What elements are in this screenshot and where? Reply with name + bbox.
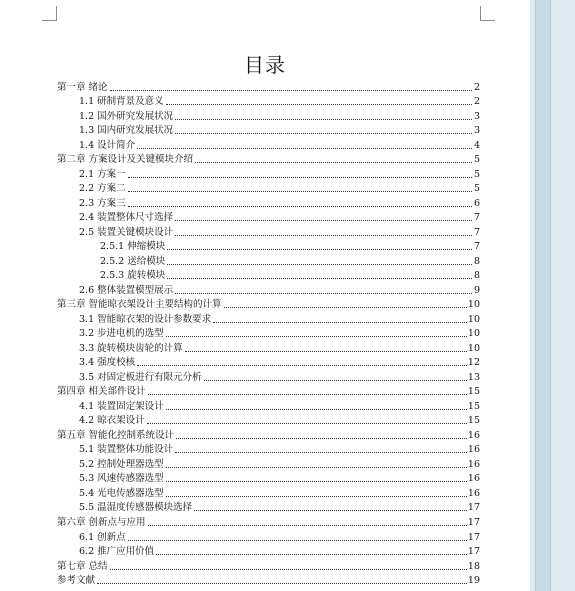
toc-entry-page-number: 16 — [467, 444, 480, 456]
toc-leader-dots — [147, 422, 467, 424]
toc-leader-dots — [167, 248, 472, 250]
toc-entry[interactable] — [57, 108, 480, 123]
toc-entry-page-number: 18 — [467, 560, 480, 572]
toc-entry[interactable] — [57, 152, 480, 167]
toc-entry-label: 第五章 智能化控制系统设计 — [57, 429, 175, 441]
toc-entry-label: 2.5.1 伸缩模块 — [100, 241, 166, 253]
toc-entry-label: 5.1 装置整体功能设计 — [79, 444, 174, 456]
toc-entry-page-number: 5 — [473, 154, 480, 166]
toc-entry-page-number: 3 — [473, 110, 480, 122]
toc-entry-label: 1.2 国外研究发展状况 — [79, 110, 174, 122]
toc-entry-label: 参考文献 — [57, 575, 96, 587]
toc-entry[interactable] — [57, 268, 480, 283]
toc-leader-dots — [167, 263, 472, 265]
crop-mark-top-right — [480, 6, 495, 21]
toc-entry[interactable] — [57, 500, 480, 515]
toc-entry-page-number: 2 — [473, 96, 480, 108]
toc-entry[interactable] — [57, 181, 480, 196]
toc-leader-dots — [128, 190, 472, 192]
toc-leader-dots — [166, 480, 467, 482]
table-of-contents — [57, 79, 480, 587]
toc-leader-dots — [224, 306, 467, 308]
toc-entry-page-number: 7 — [473, 241, 480, 253]
toc-entry[interactable] — [57, 442, 480, 457]
toc-leader-dots — [110, 568, 467, 570]
toc-entry-label: 2.5.3 旋转模块 — [100, 270, 166, 282]
toc-entry-page-number: 17 — [467, 502, 480, 514]
toc-entry-label: 1.3 国内研究发展状况 — [79, 125, 174, 137]
toc-entry-page-number: 3 — [473, 125, 480, 137]
toc-entry-label: 5.5 温湿度传感器模块选择 — [79, 502, 193, 514]
toc-entry-page-number: 15 — [467, 415, 480, 427]
toc-leader-dots — [148, 393, 467, 395]
toc-leader-dots — [137, 147, 472, 149]
toc-entry-label: 1.4 设计简介 — [79, 139, 136, 151]
toc-leader-dots — [137, 364, 467, 366]
toc-leader-dots — [195, 161, 472, 163]
toc-entry[interactable] — [57, 573, 480, 588]
toc-entry-page-number: 17 — [467, 516, 480, 528]
toc-entry-label: 3.3 旋转模块齿轮的计算 — [79, 342, 183, 354]
crop-mark-top-left — [42, 6, 57, 21]
toc-entry-label: 5.2 控制处理器选型 — [79, 458, 164, 470]
toc-leader-dots — [97, 582, 467, 584]
toc-leader-dots — [156, 553, 467, 555]
toc-entry-label: 第六章 创新点与应用 — [57, 516, 146, 528]
toc-entry[interactable] — [57, 282, 480, 297]
toc-entry-page-number: 17 — [467, 546, 480, 558]
toc-entry-label: 2.2 方案二 — [79, 183, 126, 195]
toc-entry-label: 第七章 总结 — [57, 560, 108, 572]
toc-entry-label: 6.1 创新点 — [79, 531, 126, 543]
toc-entry[interactable] — [57, 326, 480, 341]
toc-entry-page-number: 8 — [473, 255, 480, 267]
toc-leader-dots — [128, 539, 467, 541]
toc-entry[interactable] — [57, 79, 480, 94]
toc-entry-label: 5.3 风速传感器选型 — [79, 473, 164, 485]
vertical-scrollbar-area[interactable] — [530, 0, 575, 591]
toc-entry[interactable] — [57, 311, 480, 326]
toc-entry-page-number: 15 — [467, 386, 480, 398]
toc-entry-label: 4.1 装置固定架设计 — [79, 400, 164, 412]
toc-entry-page-number: 5 — [473, 168, 480, 180]
toc-entry[interactable] — [57, 166, 480, 181]
toc-entry[interactable] — [57, 471, 480, 486]
toc-entry-label: 2.1 方案一 — [79, 168, 126, 180]
toc-entry[interactable] — [57, 456, 480, 471]
toc-entry-page-number: 16 — [467, 429, 480, 441]
toc-entry-label: 第二章 方案设计及关键模块介绍 — [57, 154, 194, 166]
toc-entry[interactable] — [57, 369, 480, 384]
toc-entry[interactable] — [57, 210, 480, 225]
toc-entry-page-number: 16 — [467, 473, 480, 485]
toc-entry[interactable] — [57, 123, 480, 138]
toc-entry[interactable] — [57, 253, 480, 268]
toc-entry[interactable] — [57, 514, 480, 529]
toc-leader-dots — [175, 118, 472, 120]
toc-entry[interactable] — [57, 427, 480, 442]
toc-leader-dots — [175, 219, 472, 221]
toc-leader-dots — [176, 437, 467, 439]
toc-entry[interactable] — [57, 544, 480, 559]
toc-entry[interactable] — [57, 355, 480, 370]
toc-entry-label: 2.5 装置关键模块设计 — [79, 226, 174, 238]
toc-entry-page-number: 10 — [467, 313, 480, 325]
toc-entry-label: 第三章 智能晾衣架设计主要结构的计算 — [57, 299, 222, 311]
toc-leader-dots — [175, 234, 472, 236]
toc-leader-dots — [110, 89, 472, 91]
toc-entry-label: 3.5 对固定板进行有限元分析 — [79, 371, 202, 383]
toc-leader-dots — [175, 292, 472, 294]
toc-entry-label: 3.2 步进电机的选型 — [79, 328, 164, 340]
toc-entry-page-number: 10 — [467, 328, 480, 340]
toc-entry[interactable] — [57, 94, 480, 109]
toc-entry-label: 2.3 方案三 — [79, 197, 126, 209]
toc-entry-page-number: 2 — [473, 81, 480, 93]
toc-entry-label: 2.4 装置整体尺寸选择 — [79, 212, 174, 224]
toc-entry-page-number: 15 — [467, 400, 480, 412]
toc-entry[interactable] — [57, 558, 480, 573]
toc-leader-dots — [185, 350, 467, 352]
toc-leader-dots — [166, 466, 467, 468]
toc-entry-page-number: 7 — [473, 226, 480, 238]
toc-title: 目录 — [244, 53, 286, 77]
toc-entry-page-number: 6 — [473, 197, 480, 209]
toc-leader-dots — [128, 176, 472, 178]
toc-entry[interactable] — [57, 297, 480, 312]
toc-entry-page-number: 9 — [473, 284, 480, 296]
scrollbar-track[interactable] — [535, 0, 551, 591]
toc-entry-page-number: 13 — [467, 371, 480, 383]
toc-entry-label: 3.4 强度校核 — [79, 357, 136, 369]
toc-entry-label: 第一章 绪论 — [57, 81, 108, 93]
toc-entry-label: 3.1 智能晾衣架的设计参数要求 — [79, 313, 212, 325]
toc-entry[interactable] — [57, 195, 480, 210]
toc-leader-dots — [175, 451, 467, 453]
toc-leader-dots — [167, 277, 472, 279]
toc-leader-dots — [148, 524, 467, 526]
toc-leader-dots — [204, 379, 467, 381]
toc-leader-dots — [166, 495, 467, 497]
toc-leader-dots — [128, 205, 472, 207]
toc-entry-page-number: 8 — [473, 270, 480, 282]
toc-leader-dots — [175, 132, 472, 134]
toc-entry[interactable] — [57, 413, 480, 428]
toc-entry-label: 第四章 相关部件设计 — [57, 386, 146, 398]
toc-leader-dots — [213, 321, 467, 323]
toc-entry[interactable] — [57, 485, 480, 500]
toc-leader-dots — [166, 408, 467, 410]
toc-entry-page-number: 7 — [473, 212, 480, 224]
toc-leader-dots — [194, 509, 467, 511]
toc-entry[interactable] — [57, 224, 480, 239]
toc-entry-page-number: 10 — [467, 299, 480, 311]
toc-entry-page-number: 17 — [467, 531, 480, 543]
toc-entry-label: 1.1 研制背景及意义 — [79, 96, 164, 108]
toc-leader-dots — [166, 335, 467, 337]
toc-entry-page-number: 16 — [467, 487, 480, 499]
toc-entry-page-number: 4 — [473, 139, 480, 151]
toc-entry[interactable] — [57, 340, 480, 355]
toc-entry-label: 2.6 整体装置模型展示 — [79, 284, 174, 296]
toc-entry[interactable] — [57, 137, 480, 152]
toc-entry[interactable] — [57, 384, 480, 399]
toc-entry-label: 5.4 光电传感器选型 — [79, 487, 164, 499]
toc-leader-dots — [166, 103, 472, 105]
toc-entry[interactable] — [57, 398, 480, 413]
toc-entry-page-number: 5 — [473, 183, 480, 195]
toc-entry-label: 4.2 晾衣架设计 — [79, 415, 145, 427]
toc-entry-page-number: 16 — [467, 458, 480, 470]
toc-entry[interactable] — [57, 529, 480, 544]
toc-entry-label: 6.2 推广应用价值 — [79, 546, 155, 558]
toc-entry-page-number: 12 — [467, 357, 480, 369]
toc-entry-page-number: 10 — [467, 342, 480, 354]
toc-entry-page-number: 19 — [467, 575, 480, 587]
toc-entry[interactable] — [57, 239, 480, 254]
toc-entry-label: 2.5.2 送给模块 — [100, 255, 166, 267]
